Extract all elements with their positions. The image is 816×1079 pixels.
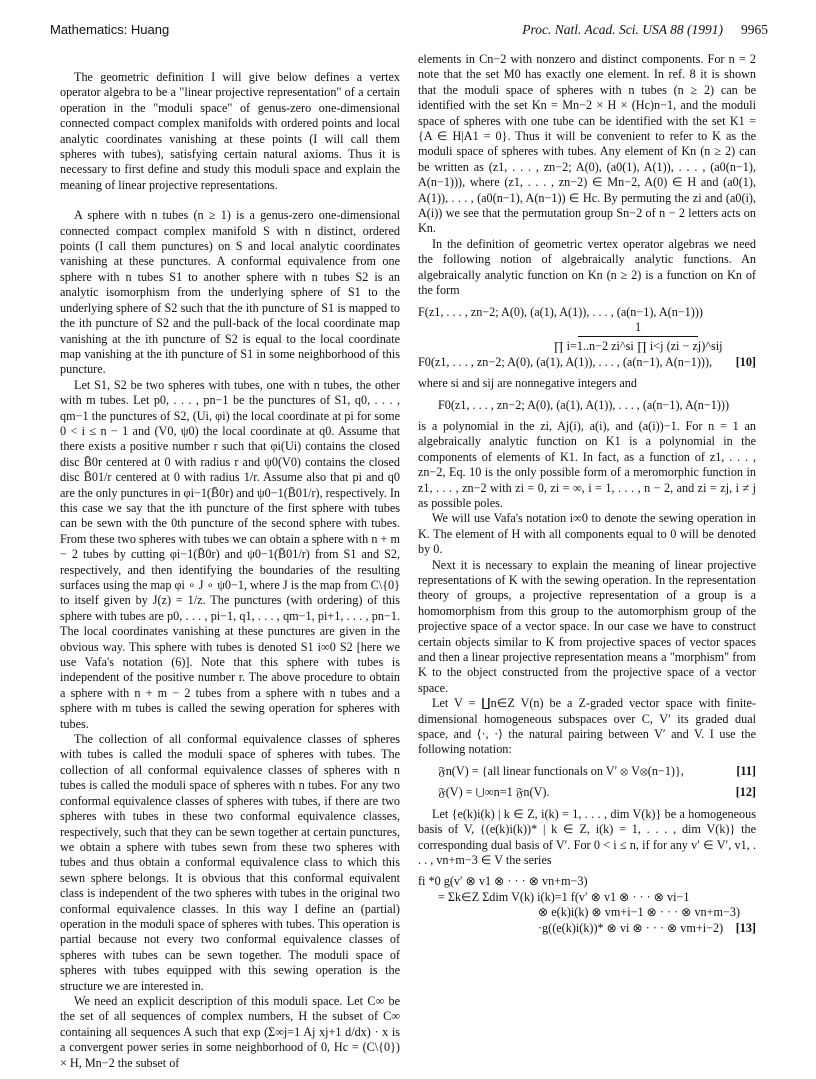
paragraph: The collection of all conformal equivalence classes of spheres with tubes is called the moduli space of spheres with tubes. The collection of all conformal equivalence classes of spheres with n tubes is called the moduli space of spheres with n tubes. For any two conformal equivalence classes of spheres with tubes, if there are two spheres with tubes in these two conformal equivalence classes, respectively, such that they can be sewn together at certain punctures, we obtain a sphere with tubes sewn from these two spheres with tubes and thus obtain a conformal equivalence class to which this sewn sphere belongs. It is obvious that this conformal equivalent class is independent of the two spheres with tubes in the original two conformal equivalence classes. In this way I define an (partial) operation in the moduli space of spheres with tubes. This operation is partial because not every two conformal equivalence classes of spheres with tubes can be sewn together. The moduli space of spheres with tubes equipped with this sewing operation is the structure we are interested in. xyxy=(60,732,400,993)
equation-11 xyxy=(438,764,756,779)
paragraph: A sphere with n tubes (n ≥ 1) is a genus-zero one-dimensional connected compact complex manifold S with n distinct, ordered points (I call them punctures) on S and local analytic coordinates vanishing at these punctures. A conformal equivalence from one sphere with n tubes S1 to another sphere with n tubes S2 is an analytic isomorphism from the underlying sphere of S1 to the underlying sphere of S2 such that the ith puncture of S1 is mapped to the ith puncture of S2 and the pull-back of the local coordinate map vanishing at the ith puncture of S2 is equal to the local coordinate map vanishing at the ith puncture of S1 in some neighborhood of this puncture. xyxy=(60,208,400,377)
eq12-label: [12] xyxy=(735,785,756,800)
eq12-body: 𝔉(V) = ⋃∞n=1 𝔉n(V). xyxy=(438,785,550,800)
journal-citation: Proc. Natl. Acad. Sci. USA 88 (1991) xyxy=(522,22,723,37)
eq10-numerator: 1 xyxy=(634,319,642,334)
paragraph: We will use Vafa's notation i∞0 to denote the sewing operation in K. The element of H with all components equal to 0 will be denoted by 0. xyxy=(418,511,756,557)
eq11-label: [11] xyxy=(736,763,756,778)
right-column xyxy=(418,52,756,942)
paragraph: where si and sij are nonnegative integers and xyxy=(418,376,637,391)
equation-13 xyxy=(418,874,756,936)
eq13-line-2: = Σk∈Z Σdim V(k) i(k)=1 f(v′ ⊗ v1 ⊗ · · · ⊗ vi−1 xyxy=(438,889,690,904)
left-column xyxy=(60,70,400,1071)
eq13-label: [13] xyxy=(735,920,756,935)
eq10-fraction xyxy=(538,320,738,355)
equation-12 xyxy=(438,785,756,800)
paragraph: is a polynomial in the zi, Aj(i), a(i), and (a(i))−1. For n = 1 an algebraically analytic function on K1 is a polynomial in the components of elements of K1. In fact, as a function of z1, . . . , zn−2, Eq. 10 is the only possible form of a meromorphic function in z1, . . . , zn−2 with zi = 0, zi = ∞, i = 1, . . . , n − 2, and zi = zj, i ≠ j as possible poles. xyxy=(418,418,756,510)
eq10-denominator: ∏ i=1..n−2 zi^si ∏ i<j (zi − zj)^sij xyxy=(553,339,723,354)
paragraph: The geometric definition I will give below defines a vertex operator algebra to be a "linear projective representation" of a certain operation in the "moduli space" of genus-zero one-dimensional connected compact complex manifolds with ordered points and local analytic coordinates vanishing at these points (I will call them spheres with tubes), satisfying certain natural axioms. Thus it is necessary to first define and study this moduli space and explain the meaning of linear projective representations. xyxy=(60,70,400,192)
paragraph: Let {e(k)i(k) | k ∈ Z, i(k) = 1, . . . , dim V(k)} be a homogeneous basis of V, {(e(k)i(k))* | k ∈ Z, i(k) = 1, . . . , dim V(k)} the corresponding dual basis of V′. For 0 < i ≤ n, if for any v′ ∈ V′, v1, . . . , vn+m−3 ∈ V the series xyxy=(418,806,756,867)
eq11-body: 𝔉n(V) = {all linear functionals on V′ ⊗ V⊗(n−1)}, xyxy=(438,763,684,778)
paragraph: elements in Cn−2 with nonzero and distinct components. For n = 2 note that the set M0 has exactly one element. In ref. 8 it is shown that the moduli space of spheres with n tubes (n ≥ 2) can be identified with the set Kn = Mn−2 × H × (Hc)n−1, and the moduli space of spheres with one tube can be identified with the set K1 = {A ∈ H|A1 = 0}. Thus it will be convenient to refer to K as the moduli space of spheres with tubes. Any element of Kn (n ≥ 2) can be written as (z1, . . . , zn−2; A(0), (a0(1), A(1)), . . . , (a0(n−1), A(n−1))), where (z1, . . . , zn−2) ∈ Mn−2, A(0) ∈ H and (a0(1), A(1)), . . . , (a0(n−1), A(n−1)) ∈ Hc. By permuting the zi and (a0(i), A(i)) we see that the permutation group Sn−2 of n − 2 letters acts on Kn. xyxy=(418,52,756,236)
eq10-tail xyxy=(418,355,756,370)
eq13-line-4 xyxy=(538,921,756,936)
header-journal xyxy=(522,22,768,38)
eq13-line-4-text: ·g((e(k)i(k))* ⊗ vi ⊗ · · · ⊗ vm+i−2) xyxy=(538,920,724,935)
paragraph: We need an explicit description of this moduli space. Let C∞ be the set of all sequences of complex numbers, H the subset of C∞ containing all sequences A such that exp (Σ∞j=1 Aj xj+1 d/dx) · x is a convergent power series in some neighborhood of 0, Hc = (C\{0}) × H, Mn−2 the subset of xyxy=(60,993,400,1070)
paragraph: Let V = ∐n∈Z V(n) be a Z-graded vector space with finite-dimensional homogeneous subspaces over C, V′ its graded dual space, and ⟨·, ·⟩ the natural pairing between V′ and V. I use the following notation: xyxy=(418,696,756,757)
paragraph: Next it is necessary to explain the meaning of linear projective representations of K with the sewing operation. In the representation theory of groups, a projective representation of a group is a homomorphism from this group to the automorphism group of the projective space of a vector space. In our case we have to construct certain objects similar to K from projective spaces of vector spaces and then a linear projective representation means a "morphism" from K to the object constructed from the projective space of a vector space. xyxy=(418,557,756,695)
equation-f0: F0(z1, . . . , zn−2; A(0), (a(1), A(1)), . . . , (a(n−1), A(n−1))) xyxy=(438,397,730,412)
page-number: 9965 xyxy=(741,22,768,37)
equation-10 xyxy=(418,305,756,371)
eq13-line-3: ⊗ e(k)i(k) ⊗ vm+i−1 ⊗ · · · ⊗ vn+m−3) xyxy=(538,905,741,920)
eq10-lhs: F(z1, . . . , zn−2; A(0), (a(1), A(1)), . . . , (a(n−1), A(n−1))) xyxy=(418,304,703,319)
eq10-tail-text: F0(z1, . . . , zn−2; A(0), (a(1), A(1)), . . . , (a(n−1), A(n−1))), xyxy=(418,354,713,369)
paragraph: Let S1, S2 be two spheres with tubes, one with n tubes, the other with m tubes. Let p0, . . . , pn−1 be the punctures of S1, q0, . . . , qm−1 the punctures of S2, (Ui, φi) the local coordinate at pi for some 0 < i ≤ n − 1 and (V0, ψ0) the local coordinate at q0. Assume that there exists a positive number r such that φi(Ui) contains the closed disc B̄0r centered at 0 with radius r and ψ0(V0) contains the closed disc B̄01/r centered at 0 with radius 1/r. Assume also that pi and q0 are the only punctures in φi−1(B̄0r) and ψ0−1(B̄01/r), respectively. In this case we say that the ith puncture of the first sphere with tubes can be sewn with the 0th puncture of the second sphere with tubes. From these two spheres with tubes we can obtain a sphere with n + m − 2 tubes by cutting φi−1(B̄0r) and ψ0−1(B̄01/r) from S1 and S2, respectively, and then identifying the boundaries of the resulting surfaces using the map φi ∘ J ∘ ψ0−1, where J is the map from C\{0} to itself given by J(z) = 1/z. The punctures (with ordering) of this sphere with tubes are p0, . . . , pi−1, q1, . . . , qm−1, pi+1, . . . , pn−1. The local coordinates vanishing at these punctures are given in the obvious way. This sphere with tubes is denoted S1 i∞0 S2 [here we use Vafa's notation (6)]. Note that this sphere with tubes is independent of the positive number r. The above procedure to obtain a sphere with n + m − 2 tubes from a sphere with n tubes and a sphere with m tubes is called the sewing operation for spheres with tubes. xyxy=(60,377,400,731)
eq10-label: [10] xyxy=(735,354,756,369)
running-header xyxy=(50,22,768,42)
eq13-line-1: fi *0 g(v′ ⊗ v1 ⊗ · · · ⊗ vn+m−3) xyxy=(418,874,588,889)
header-section: Mathematics: Huang xyxy=(50,22,170,37)
paragraph: In the definition of geometric vertex operator algebras we need the following notion of algebraically analytic functions. An algebraically analytic function on Kn (n ≥ 2) is a function on Kn of the form xyxy=(418,236,756,298)
